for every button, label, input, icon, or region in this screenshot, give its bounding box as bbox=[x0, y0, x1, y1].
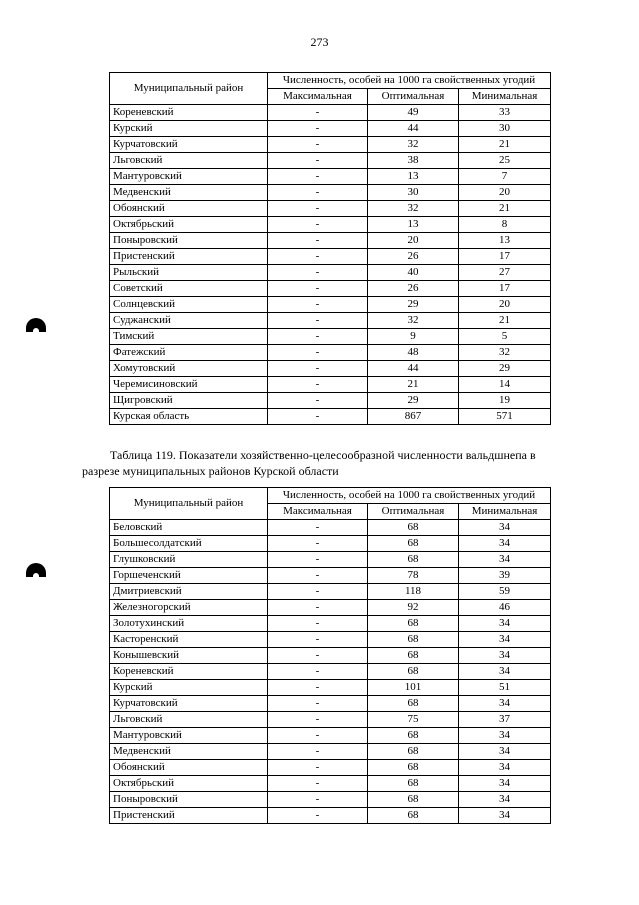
cell-district: Медвенский bbox=[110, 185, 268, 201]
cell-district: Рыльский bbox=[110, 265, 268, 281]
table-row bbox=[110, 137, 551, 153]
cell-optimal: 26 bbox=[368, 281, 459, 297]
cell-minimum: 34 bbox=[459, 728, 551, 744]
cell-district: Обоянский bbox=[110, 760, 268, 776]
cell-optimal: 9 bbox=[368, 329, 459, 345]
cell-minimum: 571 bbox=[459, 409, 551, 425]
cell-minimum: 21 bbox=[459, 137, 551, 153]
table-row bbox=[110, 105, 551, 121]
cell-district: Конышевский bbox=[110, 648, 268, 664]
table-row bbox=[110, 664, 551, 680]
cell-district: Касторенский bbox=[110, 632, 268, 648]
cell-district: Золотухинский bbox=[110, 616, 268, 632]
cell-minimum: 59 bbox=[459, 584, 551, 600]
cell-maximum: - bbox=[268, 313, 368, 329]
cell-maximum: - bbox=[268, 696, 368, 712]
cell-minimum: 34 bbox=[459, 792, 551, 808]
cell-district: Советский bbox=[110, 281, 268, 297]
table-row bbox=[110, 760, 551, 776]
cell-optimal: 68 bbox=[368, 552, 459, 568]
cell-optimal: 68 bbox=[368, 536, 459, 552]
cell-district: Щигровский bbox=[110, 393, 268, 409]
header-minimum: Минимальная bbox=[459, 89, 551, 105]
table-row bbox=[110, 313, 551, 329]
cell-optimal: 38 bbox=[368, 153, 459, 169]
table-row bbox=[110, 680, 551, 696]
cell-maximum: - bbox=[268, 409, 368, 425]
cell-district: Курский bbox=[110, 121, 268, 137]
cell-maximum: - bbox=[268, 345, 368, 361]
cell-optimal: 68 bbox=[368, 520, 459, 536]
cell-minimum: 34 bbox=[459, 664, 551, 680]
cell-optimal: 92 bbox=[368, 600, 459, 616]
cell-minimum: 25 bbox=[459, 153, 551, 169]
cell-district: Глушковский bbox=[110, 552, 268, 568]
cell-optimal: 40 bbox=[368, 265, 459, 281]
table-caption: Таблица 119. Показатели хозяйственно-целесообразной численности вальдшнепа в разрезе муниципальных районов Курской области bbox=[82, 448, 536, 478]
cell-optimal: 68 bbox=[368, 776, 459, 792]
cell-district: Октябрьский bbox=[110, 217, 268, 233]
header-population-group: Численность, особей на 1000 га свойственных угодий bbox=[268, 73, 551, 89]
table-row bbox=[110, 185, 551, 201]
cell-maximum: - bbox=[268, 728, 368, 744]
cell-maximum: - bbox=[268, 121, 368, 137]
table-row bbox=[110, 361, 551, 377]
table-row bbox=[110, 808, 551, 824]
cell-district: Октябрьский bbox=[110, 776, 268, 792]
table-row bbox=[110, 584, 551, 600]
table-row bbox=[110, 776, 551, 792]
cell-optimal: 68 bbox=[368, 760, 459, 776]
cell-district: Черемисиновский bbox=[110, 377, 268, 393]
cell-maximum: - bbox=[268, 536, 368, 552]
table-rayon-population-1 bbox=[109, 72, 551, 425]
cell-minimum: 51 bbox=[459, 680, 551, 696]
cell-minimum: 8 bbox=[459, 217, 551, 233]
header-maximum: Максимальная bbox=[268, 504, 368, 520]
cell-maximum: - bbox=[268, 169, 368, 185]
cell-district: Суджанский bbox=[110, 313, 268, 329]
cell-district: Мантуровский bbox=[110, 728, 268, 744]
header-municipal-district: Муниципальный район bbox=[110, 488, 268, 520]
cell-optimal: 21 bbox=[368, 377, 459, 393]
table-row bbox=[110, 345, 551, 361]
cell-maximum: - bbox=[268, 137, 368, 153]
cell-maximum: - bbox=[268, 648, 368, 664]
cell-minimum: 37 bbox=[459, 712, 551, 728]
cell-maximum: - bbox=[268, 808, 368, 824]
cell-minimum: 14 bbox=[459, 377, 551, 393]
cell-minimum: 33 bbox=[459, 105, 551, 121]
cell-district: Льговский bbox=[110, 712, 268, 728]
cell-maximum: - bbox=[268, 281, 368, 297]
cell-minimum: 17 bbox=[459, 249, 551, 265]
table-row bbox=[110, 632, 551, 648]
cell-district: Курская область bbox=[110, 409, 268, 425]
cell-maximum: - bbox=[268, 105, 368, 121]
cell-minimum: 30 bbox=[459, 121, 551, 137]
cell-minimum: 21 bbox=[459, 201, 551, 217]
table-row bbox=[110, 281, 551, 297]
cell-minimum: 34 bbox=[459, 632, 551, 648]
cell-district: Фатежский bbox=[110, 345, 268, 361]
cell-district: Солнцевский bbox=[110, 297, 268, 313]
cell-district: Большесолдатский bbox=[110, 536, 268, 552]
cell-minimum: 34 bbox=[459, 648, 551, 664]
cell-district: Курчатовский bbox=[110, 696, 268, 712]
cell-minimum: 19 bbox=[459, 393, 551, 409]
cell-optimal: 32 bbox=[368, 313, 459, 329]
cell-district: Кореневский bbox=[110, 664, 268, 680]
cell-optimal: 68 bbox=[368, 808, 459, 824]
cell-optimal: 68 bbox=[368, 696, 459, 712]
cell-minimum: 13 bbox=[459, 233, 551, 249]
table-row bbox=[110, 552, 551, 568]
table-row bbox=[110, 121, 551, 137]
table-row bbox=[110, 712, 551, 728]
table-rayon-population-2 bbox=[109, 487, 551, 824]
cell-optimal: 49 bbox=[368, 105, 459, 121]
header-municipal-district: Муниципальный район bbox=[110, 73, 268, 105]
cell-maximum: - bbox=[268, 712, 368, 728]
cell-district: Горшеченский bbox=[110, 568, 268, 584]
table-row bbox=[110, 616, 551, 632]
cell-maximum: - bbox=[268, 153, 368, 169]
cell-maximum: - bbox=[268, 520, 368, 536]
cell-optimal: 68 bbox=[368, 664, 459, 680]
binding-hole-mark-icon bbox=[26, 318, 46, 332]
cell-maximum: - bbox=[268, 776, 368, 792]
cell-maximum: - bbox=[268, 552, 368, 568]
cell-maximum: - bbox=[268, 249, 368, 265]
cell-maximum: - bbox=[268, 632, 368, 648]
cell-district: Поныровский bbox=[110, 792, 268, 808]
cell-minimum: 20 bbox=[459, 297, 551, 313]
cell-minimum: 17 bbox=[459, 281, 551, 297]
table-row bbox=[110, 568, 551, 584]
cell-optimal: 68 bbox=[368, 728, 459, 744]
cell-minimum: 21 bbox=[459, 313, 551, 329]
cell-optimal: 32 bbox=[368, 201, 459, 217]
table-row bbox=[110, 297, 551, 313]
table-row bbox=[110, 265, 551, 281]
cell-district: Тимский bbox=[110, 329, 268, 345]
cell-district: Дмитриевский bbox=[110, 584, 268, 600]
header-population-group: Численность, особей на 1000 га свойственных угодий bbox=[268, 488, 551, 504]
cell-optimal: 44 bbox=[368, 121, 459, 137]
cell-optimal: 68 bbox=[368, 792, 459, 808]
cell-optimal: 20 bbox=[368, 233, 459, 249]
cell-maximum: - bbox=[268, 217, 368, 233]
cell-minimum: 34 bbox=[459, 536, 551, 552]
cell-optimal: 68 bbox=[368, 744, 459, 760]
cell-maximum: - bbox=[268, 393, 368, 409]
cell-district: Курчатовский bbox=[110, 137, 268, 153]
cell-maximum: - bbox=[268, 584, 368, 600]
table-row bbox=[110, 377, 551, 393]
cell-optimal: 13 bbox=[368, 217, 459, 233]
cell-maximum: - bbox=[268, 185, 368, 201]
table-row bbox=[110, 792, 551, 808]
cell-district: Курский bbox=[110, 680, 268, 696]
header-minimum: Минимальная bbox=[459, 504, 551, 520]
cell-district: Железногорский bbox=[110, 600, 268, 616]
cell-optimal: 68 bbox=[368, 616, 459, 632]
table-row bbox=[110, 201, 551, 217]
cell-optimal: 78 bbox=[368, 568, 459, 584]
cell-maximum: - bbox=[268, 664, 368, 680]
header-optimal: Оптимальная bbox=[368, 89, 459, 105]
table-row bbox=[110, 728, 551, 744]
table-row bbox=[110, 233, 551, 249]
cell-maximum: - bbox=[268, 616, 368, 632]
cell-maximum: - bbox=[268, 233, 368, 249]
cell-optimal: 29 bbox=[368, 393, 459, 409]
cell-minimum: 39 bbox=[459, 568, 551, 584]
cell-district: Хомутовский bbox=[110, 361, 268, 377]
cell-district: Мантуровский bbox=[110, 169, 268, 185]
cell-district: Беловский bbox=[110, 520, 268, 536]
cell-minimum: 32 bbox=[459, 345, 551, 361]
cell-district: Пристенский bbox=[110, 808, 268, 824]
table-row bbox=[110, 648, 551, 664]
cell-maximum: - bbox=[268, 329, 368, 345]
cell-optimal: 32 bbox=[368, 137, 459, 153]
cell-optimal: 30 bbox=[368, 185, 459, 201]
cell-district: Медвенский bbox=[110, 744, 268, 760]
cell-maximum: - bbox=[268, 600, 368, 616]
header-optimal: Оптимальная bbox=[368, 504, 459, 520]
cell-minimum: 27 bbox=[459, 265, 551, 281]
table-row bbox=[110, 153, 551, 169]
table-row bbox=[110, 329, 551, 345]
cell-minimum: 46 bbox=[459, 600, 551, 616]
table-row bbox=[110, 249, 551, 265]
cell-optimal: 118 bbox=[368, 584, 459, 600]
cell-maximum: - bbox=[268, 680, 368, 696]
cell-minimum: 20 bbox=[459, 185, 551, 201]
cell-optimal: 68 bbox=[368, 648, 459, 664]
cell-district: Обоянский bbox=[110, 201, 268, 217]
cell-maximum: - bbox=[268, 792, 368, 808]
cell-district: Кореневский bbox=[110, 105, 268, 121]
cell-district: Пристенский bbox=[110, 249, 268, 265]
cell-minimum: 34 bbox=[459, 520, 551, 536]
table-row bbox=[110, 696, 551, 712]
cell-optimal: 13 bbox=[368, 169, 459, 185]
table-row bbox=[110, 600, 551, 616]
cell-maximum: - bbox=[268, 265, 368, 281]
cell-minimum: 34 bbox=[459, 616, 551, 632]
table-row bbox=[110, 169, 551, 185]
table-row bbox=[110, 536, 551, 552]
table-row bbox=[110, 744, 551, 760]
cell-maximum: - bbox=[268, 760, 368, 776]
table-row bbox=[110, 393, 551, 409]
cell-maximum: - bbox=[268, 361, 368, 377]
cell-optimal: 867 bbox=[368, 409, 459, 425]
cell-maximum: - bbox=[268, 568, 368, 584]
cell-minimum: 7 bbox=[459, 169, 551, 185]
page-number: 273 bbox=[310, 35, 329, 49]
cell-minimum: 34 bbox=[459, 760, 551, 776]
cell-minimum: 29 bbox=[459, 361, 551, 377]
cell-minimum: 34 bbox=[459, 776, 551, 792]
cell-minimum: 34 bbox=[459, 744, 551, 760]
cell-minimum: 34 bbox=[459, 552, 551, 568]
cell-maximum: - bbox=[268, 744, 368, 760]
cell-optimal: 101 bbox=[368, 680, 459, 696]
table-row bbox=[110, 520, 551, 536]
header-maximum: Максимальная bbox=[268, 89, 368, 105]
cell-optimal: 48 bbox=[368, 345, 459, 361]
cell-optimal: 68 bbox=[368, 632, 459, 648]
table-row bbox=[110, 217, 551, 233]
cell-minimum: 5 bbox=[459, 329, 551, 345]
cell-optimal: 26 bbox=[368, 249, 459, 265]
cell-minimum: 34 bbox=[459, 696, 551, 712]
table-row bbox=[110, 409, 551, 425]
cell-minimum: 34 bbox=[459, 808, 551, 824]
cell-optimal: 75 bbox=[368, 712, 459, 728]
cell-district: Поныровский bbox=[110, 233, 268, 249]
cell-maximum: - bbox=[268, 201, 368, 217]
cell-optimal: 44 bbox=[368, 361, 459, 377]
cell-maximum: - bbox=[268, 377, 368, 393]
cell-optimal: 29 bbox=[368, 297, 459, 313]
cell-maximum: - bbox=[268, 297, 368, 313]
cell-district: Льговский bbox=[110, 153, 268, 169]
binding-hole-mark-icon bbox=[26, 563, 46, 577]
